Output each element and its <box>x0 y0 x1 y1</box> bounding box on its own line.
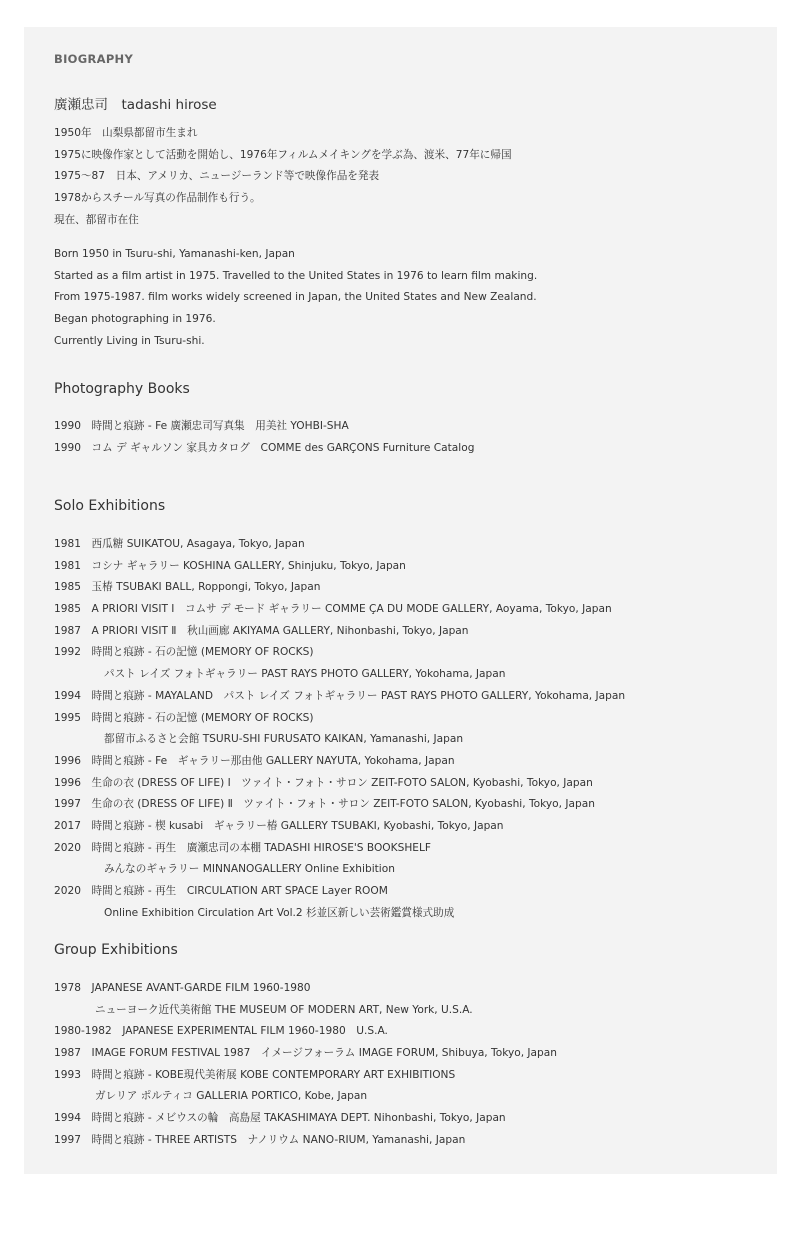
group-item-venue: ガレリア ポルティコ GALLERIA PORTICO, Kobe, Japan <box>95 1090 368 1103</box>
bio-ja-line: 現在、都留市在住 <box>54 213 139 226</box>
book-item: 1990 時間と痕跡 - Fe 廣瀬忠司写真集 用美社 YOHBI-SHA <box>54 420 349 432</box>
group-item: 1997 時間と痕跡 - THREE ARTISTS ナノリウム NANO-RIUM, Yamanashi, Japan <box>54 1133 466 1146</box>
photography-books-heading: Photography Books <box>54 381 190 397</box>
solo-exhibitions-heading: Solo Exhibitions <box>54 498 166 514</box>
solo-item: 1981 コシナ ギャラリー KOSHINA GALLERY, Shinjuku, Tokyo, Japan <box>54 559 406 572</box>
photography-books-list <box>54 416 754 459</box>
biography-label: BIOGRAPHY <box>54 52 134 66</box>
bio-ja-line: 1978からスチール写真の作品制作も行う。 <box>54 192 261 205</box>
solo-item-venue: Online Exhibition Circulation Art Vol.2 杉並区新しい芸術鑑賞様式助成 <box>104 906 455 919</box>
solo-item: 1981 西瓜糖 SUIKATOU, Asagaya, Tokyo, Japan <box>54 538 305 550</box>
solo-item: 1997 生命の衣 (DRESS OF LIFE) Ⅱ ツァイト・フォト・サロン ZEIT-FOTO SALON, Kyobashi, Tokyo, Japan <box>54 798 595 811</box>
bio-ja-line: 1975に映像作家として活動を開始し、1976年フィルムメイキングを学ぶ為、渡米、77年に帰国 <box>54 148 512 161</box>
bio-en-line: Currently Living in Tsuru-shi. <box>54 334 205 347</box>
solo-item: 1985 A PRIORI VISIT Ⅰ コムサ デ モード ギャラリー COMME ÇA DU MODE GALLERY, Aoyama, Tokyo, Japan <box>54 603 612 616</box>
bio-english <box>54 244 754 352</box>
group-item: 1980-1982 JAPANESE EXPERIMENTAL FILM 1960-1980 U.S.A. <box>54 1025 388 1038</box>
bio-japanese <box>54 123 754 231</box>
solo-item: 1995 時間と痕跡 - 石の記憶 (MEMORY OF ROCKS) <box>54 711 314 724</box>
solo-item: 1987 A PRIORI VISIT Ⅱ 秋山画廊 AKIYAMA GALLERY, Nihonbashi, Tokyo, Japan <box>54 624 469 637</box>
solo-item: 2017 時間と痕跡 - 楔 kusabi ギャラリー椿 GALLERY TSUBAKI, Kyobashi, Tokyo, Japan <box>54 819 504 832</box>
solo-item: 2020 時間と痕跡 - 再生 CIRCULATION ART SPACE Layer ROOM <box>54 885 388 897</box>
group-exhibitions-heading: Group Exhibitions <box>54 942 178 958</box>
artist-name: 廣瀬忠司 tadashi hirose <box>54 97 217 113</box>
solo-item: 2020 時間と痕跡 - 再生 廣瀬忠司の本棚 TADASHI HIROSE'S BOOKSHELF <box>54 841 431 854</box>
group-exhibitions-list <box>54 978 754 1152</box>
book-item: 1990 コム デ ギャルソン 家具カタログ COMME des GARÇONS Furniture Catalog <box>54 441 475 454</box>
solo-item-venue: 都留市ふるさと会館 TSURU-SHI FURUSATO KAIKAN, Yamanashi, Japan <box>104 733 464 746</box>
solo-item-venue: パスト レイズ フォトギャラリー PAST RAYS PHOTO GALLERY, Yokohama, Japan <box>104 668 506 681</box>
group-item-venue: ニューヨーク近代美術館 THE MUSEUM OF MODERN ART, New York, U.S.A. <box>95 1003 473 1016</box>
solo-item: 1992 時間と痕跡 - 石の記憶 (MEMORY OF ROCKS) <box>54 646 314 659</box>
group-item: 1993 時間と痕跡 - KOBE現代美術展 KOBE CONTEMPORARY ART EXHIBITIONS <box>54 1068 456 1081</box>
solo-item: 1985 玉椿 TSUBAKI BALL, Roppongi, Tokyo, Japan <box>54 581 321 594</box>
solo-exhibitions-list <box>54 534 754 924</box>
bio-en-line: Born 1950 in Tsuru-shi, Yamanashi-ken, Japan <box>54 248 295 260</box>
group-item: 1994 時間と痕跡 - メビウスの輪 高島屋 TAKASHIMAYA DEPT. Nihonbashi, Tokyo, Japan <box>54 1112 506 1125</box>
solo-item-venue: みんなのギャラリー MINNANOGALLERY Online Exhibition <box>104 863 395 876</box>
bio-en-line: Began photographing in 1976. <box>54 313 216 326</box>
solo-item: 1994 時間と痕跡 - MAYALAND パスト レイズ フォトギャラリー PAST RAYS PHOTO GALLERY, Yokohama, Japan <box>54 689 626 702</box>
bio-en-line: Started as a film artist in 1975. Travelled to the United States in 1976 to learn film making. <box>54 269 538 282</box>
group-item: 1987 IMAGE FORUM FESTIVAL 1987 イメージフォーラム IMAGE FORUM, Shibuya, Tokyo, Japan <box>54 1047 557 1060</box>
group-item: 1978 JAPANESE AVANT-GARDE FILM 1960-1980 <box>54 982 311 994</box>
bio-ja-line: 1950年 山梨県都留市生まれ <box>54 127 198 139</box>
solo-item: 1996 生命の衣 (DRESS OF LIFE) Ⅰ ツァイト・フォト・サロン ZEIT-FOTO SALON, Kyobashi, Tokyo, Japan <box>54 776 593 789</box>
bio-ja-line: 1975～87 日本、アメリカ、ニュージーランド等で映像作品を発表 <box>54 170 380 183</box>
solo-item: 1996 時間と痕跡 - Fe ギャラリー那由他 GALLERY NAYUTA, Yokohama, Japan <box>54 754 455 767</box>
biography-panel <box>24 27 777 1174</box>
bio-en-line: From 1975-1987. film works widely screened in Japan, the United States and New Zealand. <box>54 291 537 304</box>
